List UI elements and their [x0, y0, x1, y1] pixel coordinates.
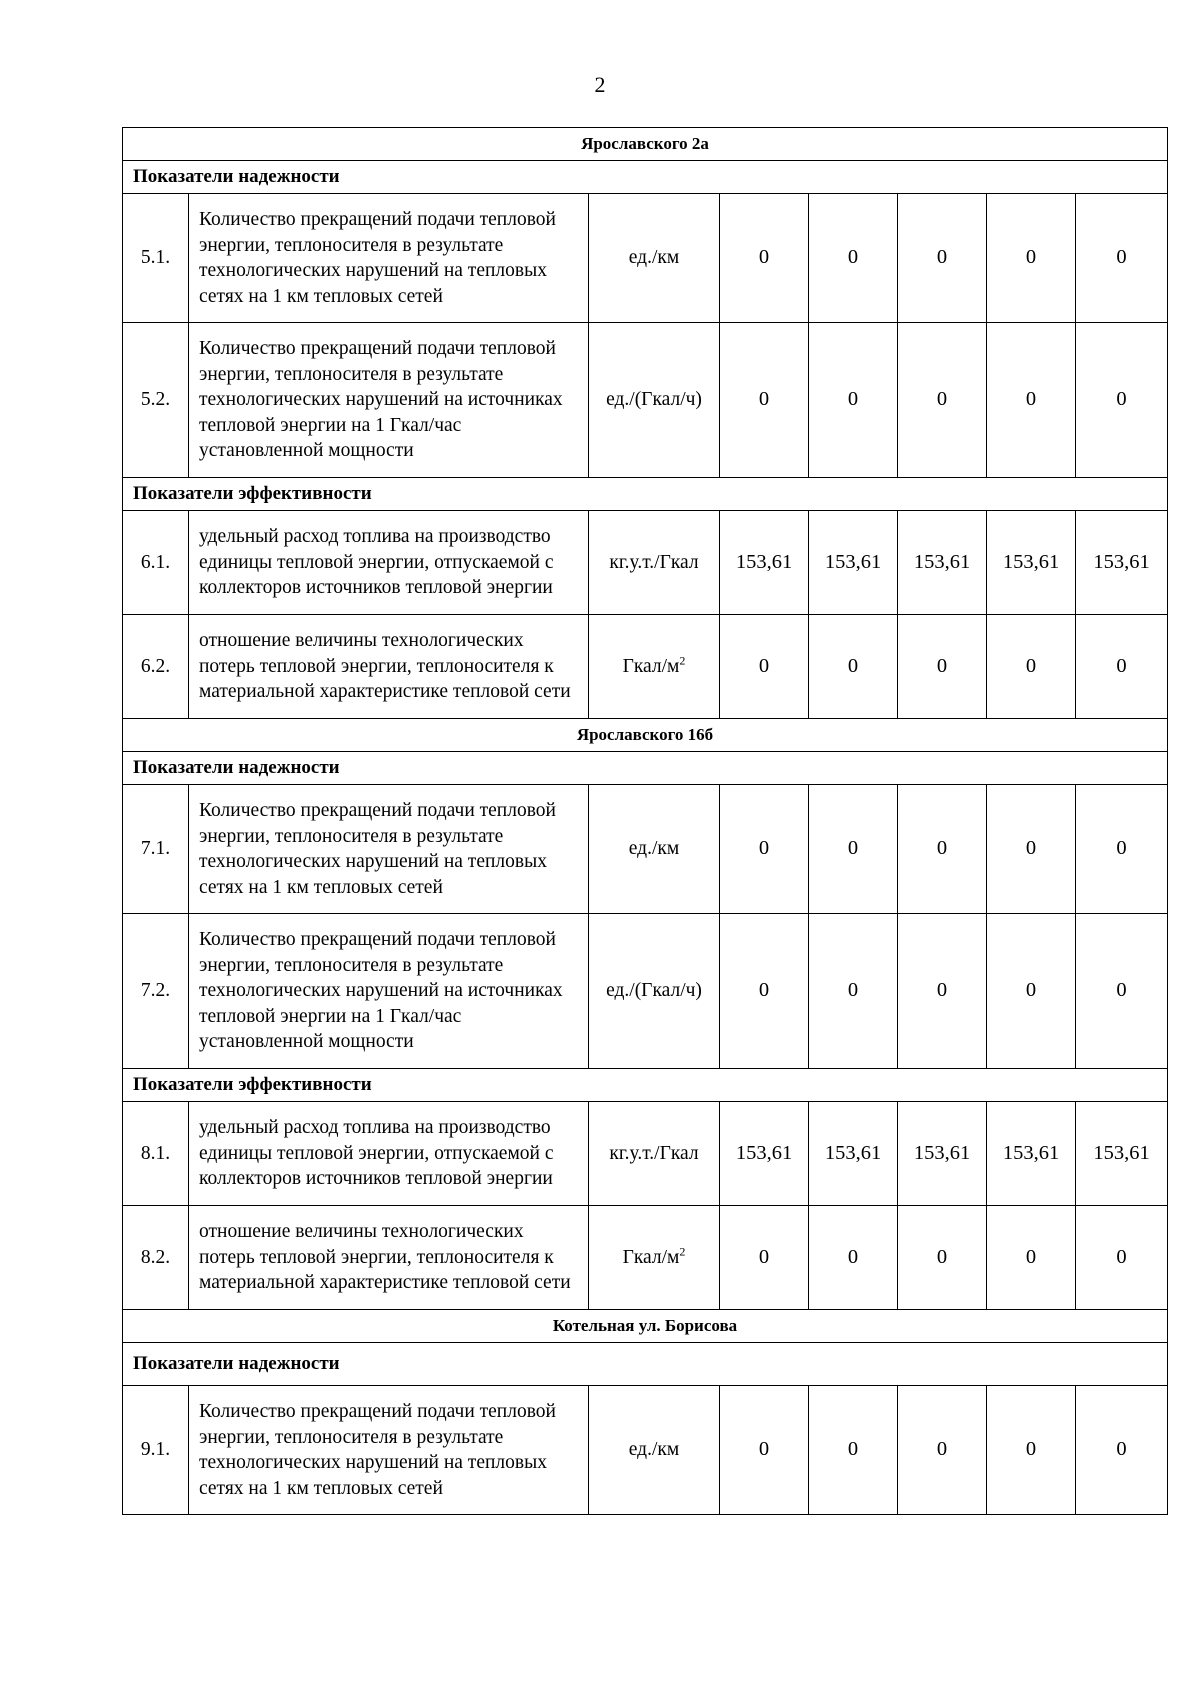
row-value: 0: [987, 785, 1076, 914]
group-header: Показатели эффективности: [123, 1069, 1168, 1102]
row-value: 0: [898, 615, 987, 719]
row-unit: [589, 615, 720, 719]
row-value: 153,61: [720, 511, 809, 615]
row-description: отношение величины технологических потерь тепловой энергии, теплоносителя к материальной характеристике тепловой сети: [189, 1206, 589, 1310]
group-header-row: [123, 1343, 1168, 1386]
row-value: 0: [1076, 1206, 1168, 1310]
row-unit: кг.у.т./Гкал: [589, 1102, 720, 1206]
unit-exponent: 2: [679, 653, 686, 668]
row-value: 0: [987, 194, 1076, 323]
row-value: 0: [898, 194, 987, 323]
table-row: [123, 1386, 1168, 1515]
row-value: 0: [720, 1386, 809, 1515]
section-title-row: [123, 719, 1168, 752]
row-value: 0: [720, 785, 809, 914]
row-value: 0: [720, 615, 809, 719]
row-value: 153,61: [809, 1102, 898, 1206]
row-value: 0: [809, 785, 898, 914]
group-header: Показатели надежности: [123, 1343, 1168, 1386]
row-value: 153,61: [987, 511, 1076, 615]
row-value: 153,61: [720, 1102, 809, 1206]
section-title: Котельная ул. Борисова: [123, 1310, 1168, 1343]
section-title-row: [123, 1310, 1168, 1343]
row-description: удельный расход топлива на производство единицы тепловой энергии, отпускаемой с коллекторов источников тепловой энергии: [189, 511, 589, 615]
table-row: [123, 785, 1168, 914]
table-row: [123, 511, 1168, 615]
row-unit: кг.у.т./Гкал: [589, 511, 720, 615]
row-description: Количество прекращений подачи тепловой энергии, теплоносителя в результате технологических нарушений на источниках тепловой энергии на 1 Гкал/час установленной мощности: [189, 914, 589, 1069]
row-unit: ед./(Гкал/ч): [589, 323, 720, 478]
row-description: Количество прекращений подачи тепловой энергии, теплоносителя в результате технологических нарушений на источниках тепловой энергии на 1 Гкал/час установленной мощности: [189, 323, 589, 478]
group-header-row: [123, 161, 1168, 194]
row-number: 7.1.: [123, 785, 189, 914]
row-value: 0: [809, 615, 898, 719]
row-value: 0: [809, 1386, 898, 1515]
row-value: 0: [720, 194, 809, 323]
row-value: 0: [1076, 914, 1168, 1069]
group-header-row: [123, 478, 1168, 511]
row-value: 0: [898, 914, 987, 1069]
section-title: Ярославского 2а: [123, 128, 1168, 161]
group-header: Показатели эффективности: [123, 478, 1168, 511]
row-value: 0: [987, 914, 1076, 1069]
row-number: 9.1.: [123, 1386, 189, 1515]
table-row: [123, 1102, 1168, 1206]
row-value: 0: [809, 914, 898, 1069]
section-title-row: [123, 128, 1168, 161]
group-header-row: [123, 1069, 1168, 1102]
row-number: 5.2.: [123, 323, 189, 478]
row-value: 0: [809, 1206, 898, 1310]
row-value: 0: [1076, 615, 1168, 719]
row-value: 153,61: [898, 1102, 987, 1206]
group-header: Показатели надежности: [123, 161, 1168, 194]
row-description: Количество прекращений подачи тепловой энергии, теплоносителя в результате технологических нарушений на тепловых сетях на 1 км тепловых сетей: [189, 785, 589, 914]
row-unit: ед./км: [589, 1386, 720, 1515]
row-value: 0: [1076, 194, 1168, 323]
row-value: 0: [898, 1386, 987, 1515]
table-row: [123, 914, 1168, 1069]
table-row: [123, 323, 1168, 478]
row-number: 7.2.: [123, 914, 189, 1069]
row-value: 153,61: [987, 1102, 1076, 1206]
row-number: 8.1.: [123, 1102, 189, 1206]
unit-exponent: 2: [679, 1244, 686, 1259]
row-value: 0: [1076, 785, 1168, 914]
row-value: 0: [898, 785, 987, 914]
section-title: Ярославского 16б: [123, 719, 1168, 752]
table-row: [123, 194, 1168, 323]
row-number: 8.2.: [123, 1206, 189, 1310]
row-value: 0: [1076, 1386, 1168, 1515]
row-unit: ед./км: [589, 785, 720, 914]
table-row: [123, 1206, 1168, 1310]
row-value: 0: [987, 1386, 1076, 1515]
row-value: 153,61: [809, 511, 898, 615]
row-value: 0: [987, 615, 1076, 719]
row-value: 0: [809, 194, 898, 323]
row-description: отношение величины технологических потерь тепловой энергии, теплоносителя к материальной характеристике тепловой сети: [189, 615, 589, 719]
row-description: удельный расход топлива на производство единицы тепловой энергии, отпускаемой с коллекторов источников тепловой энергии: [189, 1102, 589, 1206]
unit-base: Гкал/м: [622, 1246, 680, 1268]
row-value: 153,61: [898, 511, 987, 615]
row-value: 0: [720, 1206, 809, 1310]
row-number: 5.1.: [123, 194, 189, 323]
row-value: 153,61: [1076, 1102, 1168, 1206]
group-header-row: [123, 752, 1168, 785]
row-value: 153,61: [1076, 511, 1168, 615]
unit-base: Гкал/м: [622, 655, 680, 677]
row-value: 0: [987, 323, 1076, 478]
row-unit: [589, 1206, 720, 1310]
row-number: 6.2.: [123, 615, 189, 719]
row-value: 0: [720, 323, 809, 478]
row-value: 0: [720, 914, 809, 1069]
row-value: 0: [898, 323, 987, 478]
row-value: 0: [1076, 323, 1168, 478]
row-description: Количество прекращений подачи тепловой энергии, теплоносителя в результате технологических нарушений на тепловых сетях на 1 км тепловых сетей: [189, 194, 589, 323]
row-unit: ед./(Гкал/ч): [589, 914, 720, 1069]
row-value: 0: [987, 1206, 1076, 1310]
row-value: 0: [898, 1206, 987, 1310]
page-number: 2: [594, 72, 606, 97]
table-row: [123, 615, 1168, 719]
row-value: 0: [809, 323, 898, 478]
row-description: Количество прекращений подачи тепловой энергии, теплоносителя в результате технологических нарушений на тепловых сетях на 1 км тепловых сетей: [189, 1386, 589, 1515]
row-unit: ед./км: [589, 194, 720, 323]
group-header: Показатели надежности: [123, 752, 1168, 785]
indicators-table: [122, 127, 1168, 1515]
row-number: 6.1.: [123, 511, 189, 615]
